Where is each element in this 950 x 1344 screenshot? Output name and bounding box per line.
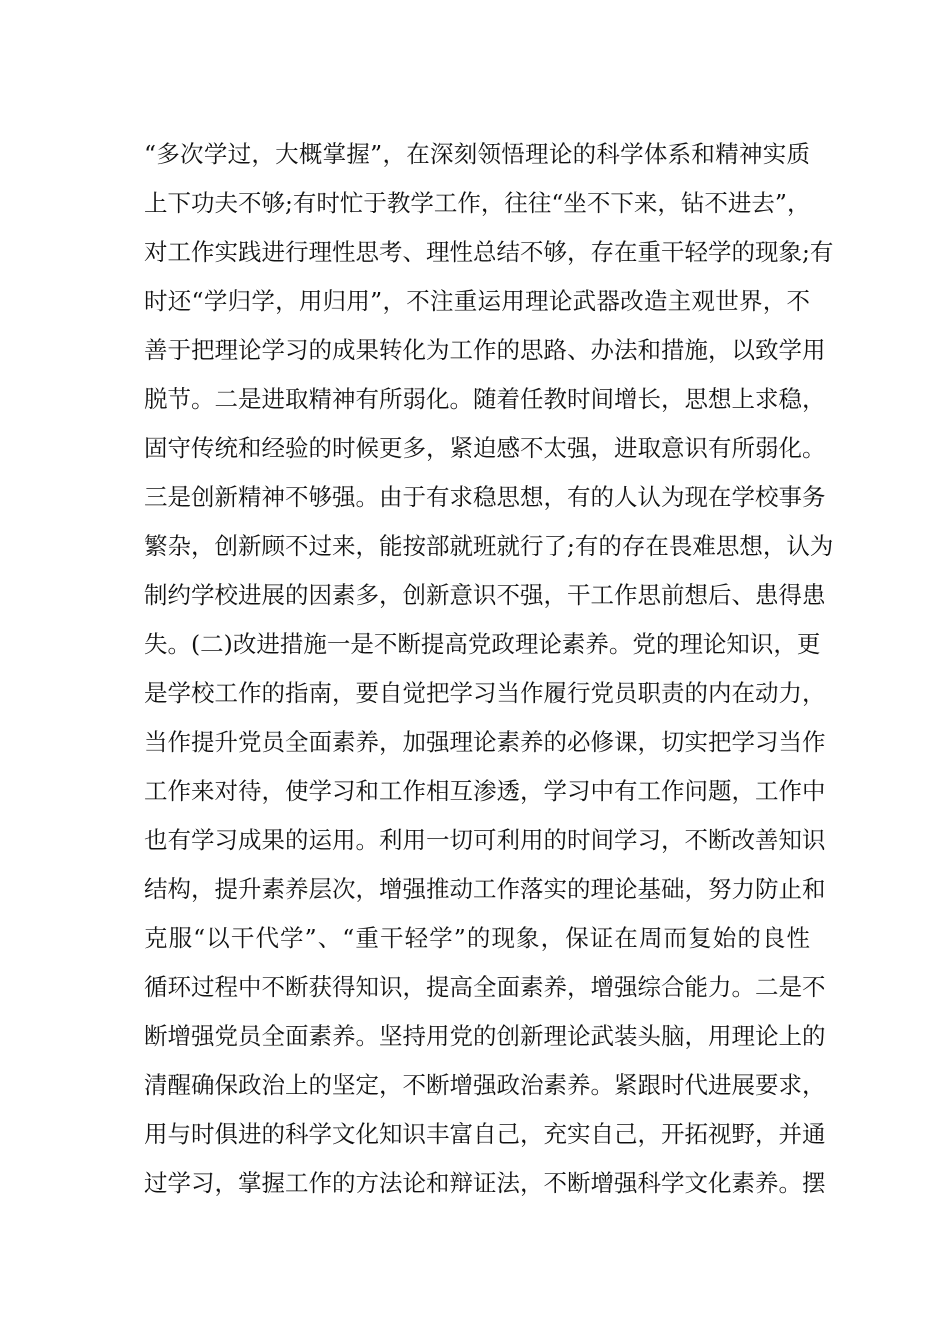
text-line: 固守传统和经验的时候更多，紧迫感不太强，进取意识有所弱化。: [144, 434, 826, 462]
text-line: 用与时俱进的科学文化知识丰富自己，充实自己，开拓视野，并通: [144, 1120, 826, 1148]
text-line: 清醒确保政治上的坚定，不断增强政治素养。紧跟时代进展要求，: [144, 1071, 826, 1099]
text-line: 失。(二)改进措施一是不断提高党政理论素养。党的理论知识，更: [144, 630, 821, 658]
text-line: 循环过程中不断获得知识，提高全面素养，增强综合能力。二是不: [144, 973, 826, 1001]
text-line: 也有学习成果的运用。利用一切可利用的时间学习，不断改善知识: [144, 826, 826, 854]
text-line: 善于把理论学习的成果转化为工作的思路、办法和措施，以致学用: [144, 336, 826, 364]
text-line: 制约学校进展的因素多，创新意识不强，干工作思前想后、患得患: [144, 581, 826, 609]
text-line: “多次学过，大概掌握”，在深刻领悟理论的科学体系和精神实质: [144, 140, 810, 168]
text-line: 是学校工作的指南，要自觉把学习当作履行党员职责的内在动力，: [144, 679, 826, 707]
text-line: 脱节。二是进取精神有所弱化。随着任教时间增长，思想上求稳，: [144, 385, 826, 413]
text-line: 过学习，掌握工作的方法论和辩证法，不断增强科学文化素养。摆: [144, 1169, 826, 1197]
text-line: 对工作实践进行理性思考、理性总结不够，存在重干轻学的现象;有: [144, 238, 834, 266]
text-line: 结构，提升素养层次，增强推动工作落实的理论基础，努力防止和: [144, 875, 826, 903]
text-line: 时还“学归学，用归用”，不注重运用理论武器改造主观世界，不: [144, 287, 810, 315]
body-paragraph: [144, 130, 834, 1208]
text-line: 工作来对待，使学习和工作相互渗透，学习中有工作问题，工作中: [144, 777, 826, 805]
text-line: 克服“以干代学”、“重干轻学”的现象，保证在周而复始的良性: [144, 924, 810, 952]
text-line: 断增强党员全面素养。坚持用党的创新理论武装头脑，用理论上的: [144, 1022, 826, 1050]
text-line: 当作提升党员全面素养，加强理论素养的必修课，切实把学习当作: [144, 728, 826, 756]
text-line: 上下功夫不够;有时忙于教学工作，往往“坐不下来，钻不进去”，: [144, 189, 811, 217]
text-line: 繁杂，创新顾不过来，能按部就班就行了;有的存在畏难思想，认为: [144, 532, 834, 560]
text-line: 三是创新精神不够强。由于有求稳思想，有的人认为现在学校事务: [144, 483, 826, 511]
